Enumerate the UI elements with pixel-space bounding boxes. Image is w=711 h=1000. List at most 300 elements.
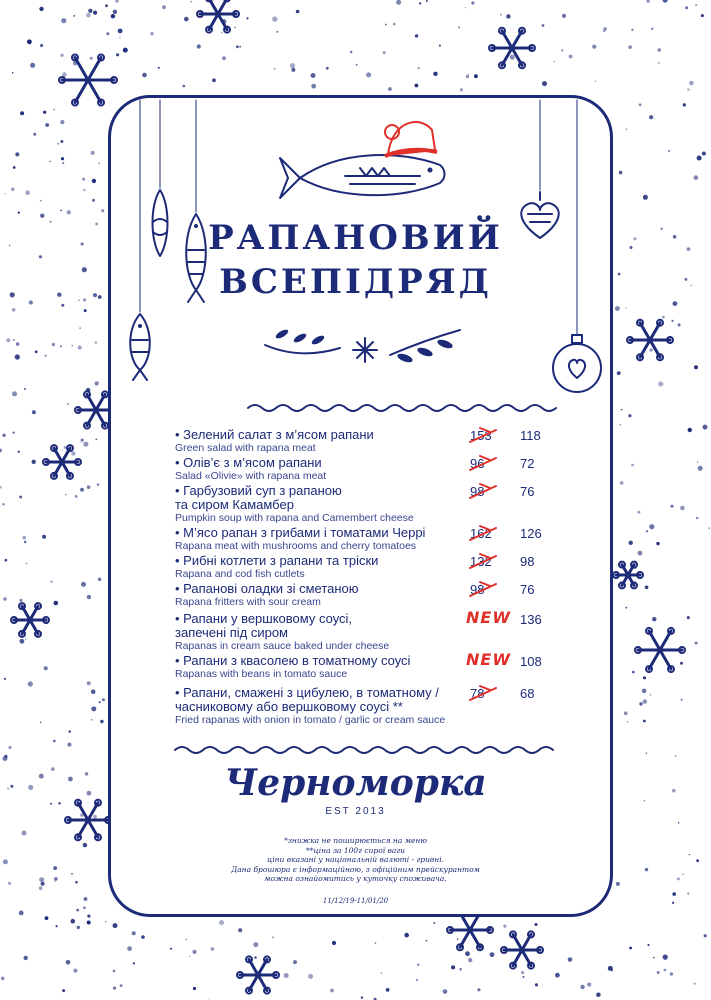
- splatter-dot: [91, 151, 95, 155]
- splatter-dot: [115, 0, 119, 3]
- splatter-dot: [52, 343, 55, 346]
- splatter-dot: [54, 601, 59, 606]
- splatter-dot: [632, 671, 635, 674]
- splatter-dot: [689, 81, 694, 86]
- new-badge: NEW: [466, 608, 511, 627]
- splatter-dot: [2, 434, 5, 437]
- splatter-dot: [11, 188, 14, 191]
- splatter-dot: [24, 956, 28, 960]
- splatter-dot: [619, 171, 623, 175]
- splatter-dot: [396, 0, 401, 5]
- splatter-dot: [86, 388, 91, 393]
- splatter-dot: [662, 316, 665, 319]
- splatter-dot: [44, 666, 48, 670]
- splatter-dot: [555, 973, 560, 978]
- splatter-dot: [75, 495, 78, 498]
- splatter-dot: [170, 948, 172, 950]
- splatter-dot: [361, 996, 363, 998]
- splatter-dot: [671, 320, 673, 322]
- splatter-dot: [83, 906, 86, 909]
- splatter-dot: [62, 72, 67, 77]
- splatter-dot: [671, 629, 672, 630]
- splatter-dot: [620, 424, 621, 425]
- menu-item-name-en: Rapana and cod fish cutlets: [175, 568, 305, 580]
- splatter-dot: [653, 957, 655, 959]
- splatter-dot: [254, 956, 257, 959]
- validity-dates: 11/12/19-11/01/20: [322, 897, 389, 905]
- splatter-dot: [272, 937, 274, 939]
- splatter-dot: [25, 638, 27, 640]
- old-price: 96: [470, 456, 485, 471]
- splatter-dot: [8, 746, 11, 749]
- snowflake-icon: [613, 562, 643, 589]
- splatter-dot: [596, 993, 601, 998]
- splatter-dot: [193, 987, 196, 990]
- splatter-dot: [87, 681, 91, 685]
- splatter-dot: [66, 960, 71, 965]
- splatter-dot: [61, 304, 64, 307]
- splatter-dot: [87, 485, 91, 489]
- menu-item-name-ua: • Рапанові оладки зі сметаною: [175, 581, 359, 596]
- splatter-dot: [388, 87, 392, 91]
- splatter-dot: [32, 460, 36, 464]
- splatter-dot: [73, 61, 77, 65]
- old-price: 98: [470, 582, 485, 597]
- splatter-dot: [27, 39, 32, 44]
- price: 68: [520, 686, 535, 701]
- splatter-dot: [86, 13, 90, 17]
- splatter-dot: [418, 67, 420, 69]
- splatter-dot: [688, 428, 692, 432]
- splatter-dot: [4, 678, 6, 680]
- splatter-dot: [111, 14, 115, 18]
- splatter-dot: [142, 73, 147, 78]
- splatter-dot: [620, 481, 624, 485]
- splatter-dot: [49, 161, 51, 163]
- brand-logo: Черноморка: [224, 762, 487, 804]
- splatter-dot: [708, 527, 710, 529]
- splatter-dot: [16, 342, 20, 346]
- menu-item-name-ua: • Олів’є з м’ясом рапани: [175, 455, 322, 470]
- splatter-dot: [657, 971, 660, 974]
- splatter-dot: [67, 743, 71, 747]
- splatter-dot: [162, 5, 166, 9]
- splatter-dot: [101, 209, 104, 212]
- splatter-dot: [119, 37, 121, 39]
- splatter-dot: [698, 466, 703, 471]
- splatter-dot: [60, 120, 64, 124]
- splatter-dot: [561, 49, 563, 51]
- splatter-dot: [471, 1, 474, 4]
- splatter-dot: [81, 582, 86, 587]
- menu-item: [175, 456, 555, 482]
- splatter-dot: [80, 488, 84, 492]
- price: 98: [520, 554, 535, 569]
- splatter-dot: [87, 595, 91, 599]
- splatter-dot: [680, 662, 683, 665]
- menu-item: [175, 484, 555, 524]
- splatter-dot: [426, 940, 428, 942]
- splatter-dot: [646, 530, 648, 532]
- menu-item-name-en: Rapanas in cream sauce baked under cheese: [175, 640, 390, 652]
- splatter-dot: [221, 19, 226, 24]
- splatter-dot: [366, 72, 371, 77]
- splatter-dot: [43, 111, 46, 114]
- menu-item-name-en: Rapanas with beans in tomato sauce: [175, 668, 348, 680]
- splatter-dot: [219, 920, 224, 925]
- splatter-dot: [291, 68, 295, 72]
- splatter-dot: [694, 983, 696, 985]
- splatter-dot: [183, 85, 186, 88]
- splatter-dot: [158, 67, 160, 69]
- splatter-dot: [510, 55, 515, 60]
- splatter-dot: [20, 599, 23, 602]
- splatter-dot: [678, 822, 680, 824]
- splatter-dot: [105, 4, 108, 7]
- splatter-dot: [150, 32, 153, 35]
- splatter-dot: [417, 964, 419, 966]
- splatter-dot: [3, 597, 7, 601]
- splatter-dot: [71, 451, 75, 455]
- splatter-dot: [192, 950, 196, 954]
- splatter-dot: [393, 23, 395, 25]
- splatter-dot: [458, 26, 460, 28]
- splatter-dot: [99, 701, 101, 703]
- splatter-dot: [503, 925, 506, 928]
- splatter-dot: [185, 939, 187, 941]
- splatter-dot: [658, 62, 659, 63]
- splatter-dot: [568, 957, 573, 962]
- menu-title-line2: ВСЕПІДРЯД: [219, 262, 492, 302]
- splatter-dot: [675, 755, 677, 757]
- splatter-dot: [457, 938, 459, 940]
- menu-item-name-ua: • М’ясо рапан з грибами і томатами Черрі: [175, 525, 426, 540]
- splatter-dot: [18, 212, 20, 214]
- menu-item: [175, 582, 555, 608]
- splatter-dot: [81, 442, 82, 443]
- splatter-dot: [4, 193, 5, 194]
- splatter-dot: [293, 960, 297, 964]
- splatter-dot: [12, 308, 16, 312]
- splatter-dot: [416, 979, 418, 981]
- splatter-dot: [580, 985, 584, 989]
- splatter-dot: [61, 54, 64, 57]
- splatter-dot: [72, 345, 73, 346]
- splatter-dot: [45, 123, 49, 127]
- splatter-dot: [350, 51, 352, 53]
- splatter-dot: [120, 984, 123, 987]
- splatter-dot: [439, 45, 441, 47]
- splatter-dot: [703, 425, 708, 430]
- splatter-dot: [643, 720, 646, 723]
- splatter-dot: [42, 535, 46, 539]
- splatter-dot: [687, 616, 690, 619]
- splatter-dot: [643, 676, 646, 679]
- splatter-dot: [535, 923, 538, 926]
- splatter-dot: [330, 989, 334, 993]
- menu-item-name-en: Salad «Olivie» with rapana meat: [175, 470, 327, 482]
- splatter-dot: [95, 439, 97, 441]
- splatter-dot: [621, 409, 623, 411]
- splatter-dot: [650, 348, 653, 351]
- splatter-dot: [687, 892, 689, 894]
- menu-item: [175, 608, 555, 652]
- snowflake-icon: [43, 445, 81, 479]
- splatter-dot: [639, 103, 642, 106]
- splatter-dot: [61, 157, 64, 160]
- splatter-dot: [477, 988, 480, 991]
- splatter-dot: [284, 973, 289, 978]
- splatter-dot: [15, 354, 20, 359]
- splatter-dot: [678, 323, 681, 326]
- menu-item-name-en: Pumpkin soup with rapana and Camembert cheese: [175, 512, 414, 524]
- splatter-dot: [211, 947, 215, 951]
- splatter-dot: [668, 150, 670, 152]
- splatter-dot: [356, 64, 358, 66]
- snowflake-icon: [197, 0, 239, 33]
- splatter-dot: [95, 381, 99, 385]
- splatter-dot: [84, 309, 87, 312]
- splatter-dot: [189, 956, 190, 957]
- menu-item-name-ua: • Рапани у вершковому соусі, запечені під сиром: [175, 611, 353, 640]
- splatter-dot: [1, 977, 5, 981]
- splatter-dot: [663, 955, 668, 960]
- splatter-dot: [651, 28, 654, 31]
- splatter-dot: [61, 140, 64, 143]
- menu-item-name-ua: • Рапани, смажені з цибулею, в томатному / часниковому або вершковому соусі **: [175, 685, 439, 714]
- splatter-dot: [311, 73, 316, 78]
- splatter-dot: [649, 524, 654, 529]
- splatter-dot: [24, 541, 26, 543]
- splatter-dot: [116, 53, 119, 56]
- new-badge: NEW: [466, 650, 511, 669]
- splatter-dot: [91, 689, 96, 694]
- splatter-dot: [30, 63, 35, 68]
- menu-title-line1: РАПАНОВИЙ: [208, 218, 503, 258]
- splatter-dot: [98, 578, 102, 582]
- splatter-dot: [694, 175, 699, 180]
- splatter-dot: [671, 505, 674, 508]
- splatter-dot: [28, 681, 33, 686]
- menu-item-name-ua: • Гарбузовий суп з рапаною та сиром Камамбер: [175, 483, 342, 512]
- splatter-dot: [635, 568, 637, 570]
- menu-item: [175, 650, 555, 680]
- splatter-dot: [685, 6, 688, 9]
- splatter-dot: [701, 14, 704, 17]
- splatter-dot: [5, 559, 8, 562]
- splatter-dot: [385, 24, 387, 26]
- splatter-dot: [191, 1, 193, 3]
- splatter-dot: [451, 965, 455, 969]
- splatter-dot: [670, 972, 673, 975]
- splatter-dot: [92, 199, 95, 202]
- splatter-dot: [465, 7, 466, 8]
- price: 136: [520, 612, 542, 627]
- price: 72: [520, 456, 535, 471]
- splatter-dot: [62, 162, 64, 164]
- splatter-dot: [375, 942, 377, 944]
- splatter-dot: [67, 403, 69, 405]
- splatter-dot: [221, 32, 223, 34]
- splatter-dot: [617, 371, 621, 375]
- splatter-dot: [35, 351, 38, 354]
- splatter-dot: [93, 11, 97, 15]
- splatter-dot: [631, 29, 633, 31]
- splatter-dot: [234, 27, 235, 28]
- snowflake-icon: [11, 603, 49, 637]
- splatter-dot: [500, 14, 502, 16]
- splatter-dot: [681, 699, 683, 701]
- menu-item-name-en: Green salad with rapana meat: [175, 442, 316, 454]
- splatter-dot: [133, 962, 135, 964]
- splatter-dot: [626, 128, 628, 130]
- splatter-dot: [639, 702, 642, 705]
- splatter-dot: [426, 0, 428, 2]
- splatter-dot: [127, 946, 132, 951]
- splatter-dot: [113, 923, 118, 928]
- splatter-dot: [672, 892, 676, 896]
- splatter-dot: [123, 48, 128, 53]
- splatter-dot: [20, 111, 24, 115]
- splatter-dot: [13, 166, 16, 169]
- splatter-dot: [64, 446, 67, 449]
- splatter-dot: [105, 921, 106, 922]
- splatter-dot: [631, 464, 634, 467]
- splatter-dot: [141, 935, 145, 939]
- splatter-dot: [40, 722, 42, 724]
- splatter-dot: [18, 451, 20, 453]
- splatter-dot: [95, 341, 98, 344]
- splatter-dot: [603, 31, 604, 32]
- splatter-dot: [474, 74, 478, 78]
- splatter-dot: [652, 617, 656, 621]
- splatter-dot: [311, 84, 316, 89]
- splatter-dot: [2, 503, 4, 505]
- splatter-dot: [290, 63, 295, 68]
- menu-item: [175, 428, 555, 454]
- splatter-dot: [67, 210, 71, 214]
- splatter-dot: [595, 81, 596, 82]
- splatter-dot: [683, 103, 686, 106]
- splatter-dot: [664, 969, 667, 972]
- splatter-dot: [65, 494, 66, 495]
- splatter-dot: [489, 928, 492, 931]
- old-price: 98: [470, 484, 485, 499]
- splatter-dot: [53, 740, 56, 743]
- splatter-dot: [26, 563, 28, 565]
- price: 126: [520, 526, 542, 541]
- splatter-dot: [521, 971, 524, 974]
- splatter-dot: [628, 414, 631, 417]
- splatter-dot: [603, 27, 606, 30]
- splatter-dot: [19, 608, 21, 610]
- splatter-dot: [627, 721, 628, 722]
- splatter-dot: [643, 699, 647, 703]
- footnote-currency: ціни вказані у національній валюті - гривні.: [266, 855, 445, 864]
- splatter-dot: [381, 972, 382, 973]
- splatter-dot: [697, 156, 702, 161]
- splatter-dot: [45, 355, 47, 357]
- splatter-dot: [542, 24, 545, 27]
- splatter-dot: [694, 365, 698, 369]
- splatter-dot: [481, 945, 483, 947]
- splatter-dot: [239, 46, 241, 48]
- splatter-dot: [704, 934, 707, 937]
- splatter-dot: [3, 756, 8, 761]
- splatter-dot: [12, 391, 17, 396]
- splatter-dot: [443, 989, 448, 994]
- menu-item-name-ua: • Рапани з квасолею в томатному соусі: [175, 653, 411, 668]
- splatter-dot: [625, 307, 626, 308]
- splatter-dot: [663, 0, 668, 3]
- splatter-dot: [106, 32, 109, 35]
- splatter-dot: [523, 976, 525, 978]
- snowflake-icon: [627, 320, 673, 361]
- splatter-dot: [253, 942, 258, 947]
- splatter-dot: [45, 916, 49, 920]
- old-price: 153: [470, 428, 492, 443]
- splatter-dot: [608, 966, 613, 971]
- splatter-dot: [624, 711, 628, 715]
- splatter-dot: [646, 0, 650, 3]
- splatter-dot: [82, 178, 85, 181]
- price: 108: [520, 654, 542, 669]
- splatter-dot: [32, 410, 36, 414]
- footnote-weight: **ціна за 100г сирої ваги: [306, 845, 405, 855]
- splatter-dot: [465, 951, 470, 956]
- splatter-dot: [113, 10, 117, 14]
- splatter-dot: [73, 969, 77, 973]
- splatter-dot: [615, 306, 620, 311]
- splatter-dot: [90, 57, 93, 60]
- splatter-dot: [646, 752, 648, 754]
- splatter-dot: [490, 952, 495, 957]
- splatter-dot: [638, 551, 643, 556]
- old-price: 132: [470, 554, 492, 569]
- splatter-dot: [79, 327, 81, 329]
- splatter-dot: [46, 622, 48, 624]
- splatter-dot: [645, 586, 649, 590]
- splatter-dot: [274, 68, 276, 70]
- splatter-dot: [647, 944, 649, 946]
- splatter-dot: [39, 886, 43, 890]
- splatter-dot: [687, 88, 689, 90]
- splatter-dot: [696, 517, 699, 520]
- price: 76: [520, 484, 535, 499]
- splatter-dot: [50, 581, 52, 583]
- menu-item-name-ua: • Зелений салат з м’ясом рапани: [175, 427, 374, 442]
- splatter-dot: [433, 72, 437, 76]
- splatter-dot: [76, 909, 79, 912]
- snowflake-icon: [59, 55, 117, 106]
- splatter-dot: [212, 78, 216, 82]
- splatter-dot: [69, 730, 71, 732]
- splatter-dot: [13, 339, 15, 341]
- splatter-dot: [419, 2, 421, 4]
- splatter-dot: [649, 115, 653, 119]
- splatter-dot: [87, 921, 91, 925]
- splatter-dot: [83, 442, 88, 447]
- splatter-dot: [12, 72, 14, 74]
- splatter-dot: [209, 998, 210, 999]
- splatter-dot: [40, 200, 42, 202]
- menu-item: [175, 526, 555, 552]
- splatter-dot: [56, 925, 58, 927]
- splatter-dot: [6, 338, 10, 342]
- splatter-dot: [91, 719, 93, 721]
- splatter-dot: [697, 461, 698, 462]
- splatter-dot: [629, 947, 632, 950]
